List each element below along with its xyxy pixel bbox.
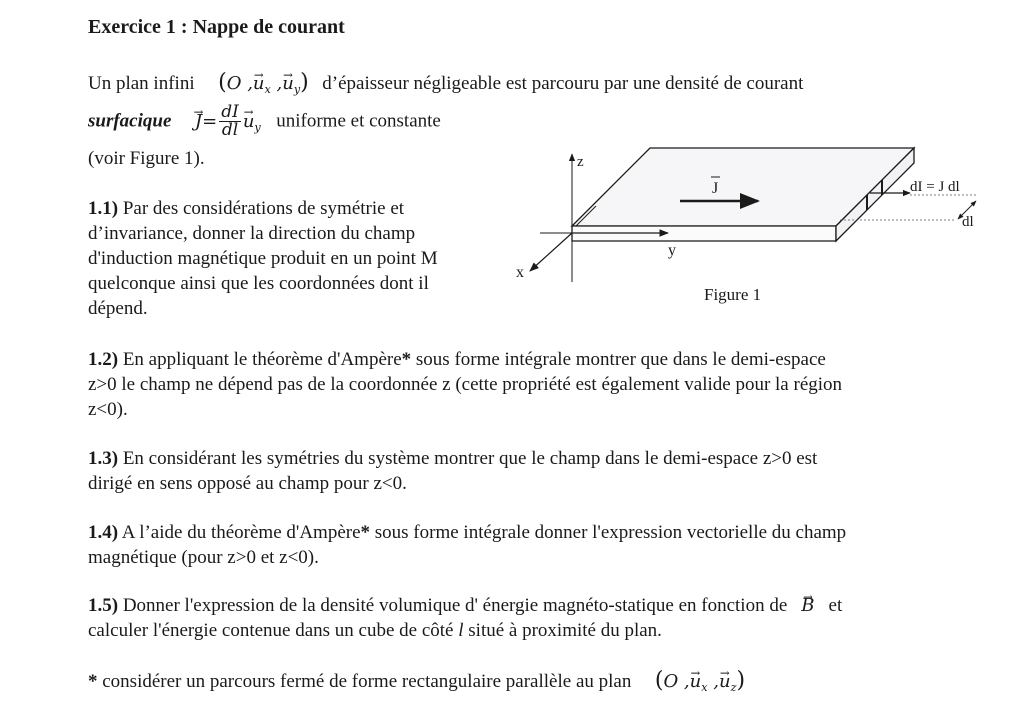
dl-label: dl <box>962 214 974 230</box>
question-1-2: 1.2) En appliquant le théorème d'Ampère* sous forme intégrale montrer que dans le demi-espace z>0 le champ ne dépend pas de la coordonnée z (cette propriété est également valide pour la région z<0). <box>88 349 843 420</box>
intro-text: Un plan infini <box>88 73 195 94</box>
footnote-marker: * <box>88 671 98 692</box>
exercise-title: Exercice 1 : Nappe de courant <box>88 16 345 38</box>
intro-line-2 <box>88 104 441 139</box>
question-1-5: 1.5) Donner l'expression de la densité volumique d' énergie magnéto-statique en fonction de→ B et calculer l'énergie contenue dans un cube de côté l situé à proximité du plan. <box>88 593 988 643</box>
x-axis-label: x <box>516 264 524 281</box>
plane-xz-notation: (O ,→ $u_x$ ,→ $u_z$) <box>655 671 745 692</box>
cube-side-symbol: l <box>458 620 464 641</box>
intro-text: uniforme et constante <box>276 110 441 132</box>
question-number: 1.5) <box>88 595 119 616</box>
question-1-3: 1.3) En considérant les symétries du système montrer que le champ dans le demi-espace z>0 est dirigé en sens opposé au champ pour z<0. <box>88 448 818 494</box>
magnetic-field-symbol: → B <box>801 593 814 618</box>
question-number: 1.1) <box>88 198 119 219</box>
current-label: J <box>712 180 719 197</box>
intro-text: d’épaisseur négligeable est parcouru par une densité de courant <box>322 73 804 94</box>
current-density-formula: → J= $\frac{dI}{dl}$ → $u_y$ <box>195 111 261 132</box>
plane-xy-notation: (O ,→ $u_x$ ,→ $u_y$) <box>218 73 309 94</box>
question-number: 1.4) <box>88 522 119 543</box>
footnote-marker: * <box>401 349 412 370</box>
footnote-marker: * <box>360 522 371 543</box>
dI-label: dI = J dl <box>910 179 960 195</box>
question-1-1: 1.1) Par des considérations de symétrie et d’invariance, donner la direction du champ d'induction magnétique produit en un point M quelconque ainsi que les coordonnées dont il dépend. <box>88 198 438 319</box>
figure-caption: Figure 1 <box>704 285 762 304</box>
question-number: 1.2) <box>88 349 119 370</box>
figure-1-diagram <box>500 140 1010 320</box>
footnote: * considérer un parcours fermé de forme rectangulaire parallèle au plan (O ,→ $u_x$ ,→ $u_z$) <box>88 668 745 700</box>
question-1-4: 1.4) A l’aide du théorème d'Ampère* sous forme intégrale donner l'expression vectorielle du champ magnétique (pour z>0 et z<0). <box>88 522 847 568</box>
surfacique-label: surfacique <box>88 110 172 132</box>
question-number: 1.3) <box>88 448 119 469</box>
y-axis-label: y <box>668 242 676 259</box>
z-axis-label: z <box>577 154 584 170</box>
intro-line-3: (voir Figure 1). <box>88 148 205 169</box>
intro-line-1 <box>88 70 803 102</box>
x-axis <box>530 233 572 271</box>
